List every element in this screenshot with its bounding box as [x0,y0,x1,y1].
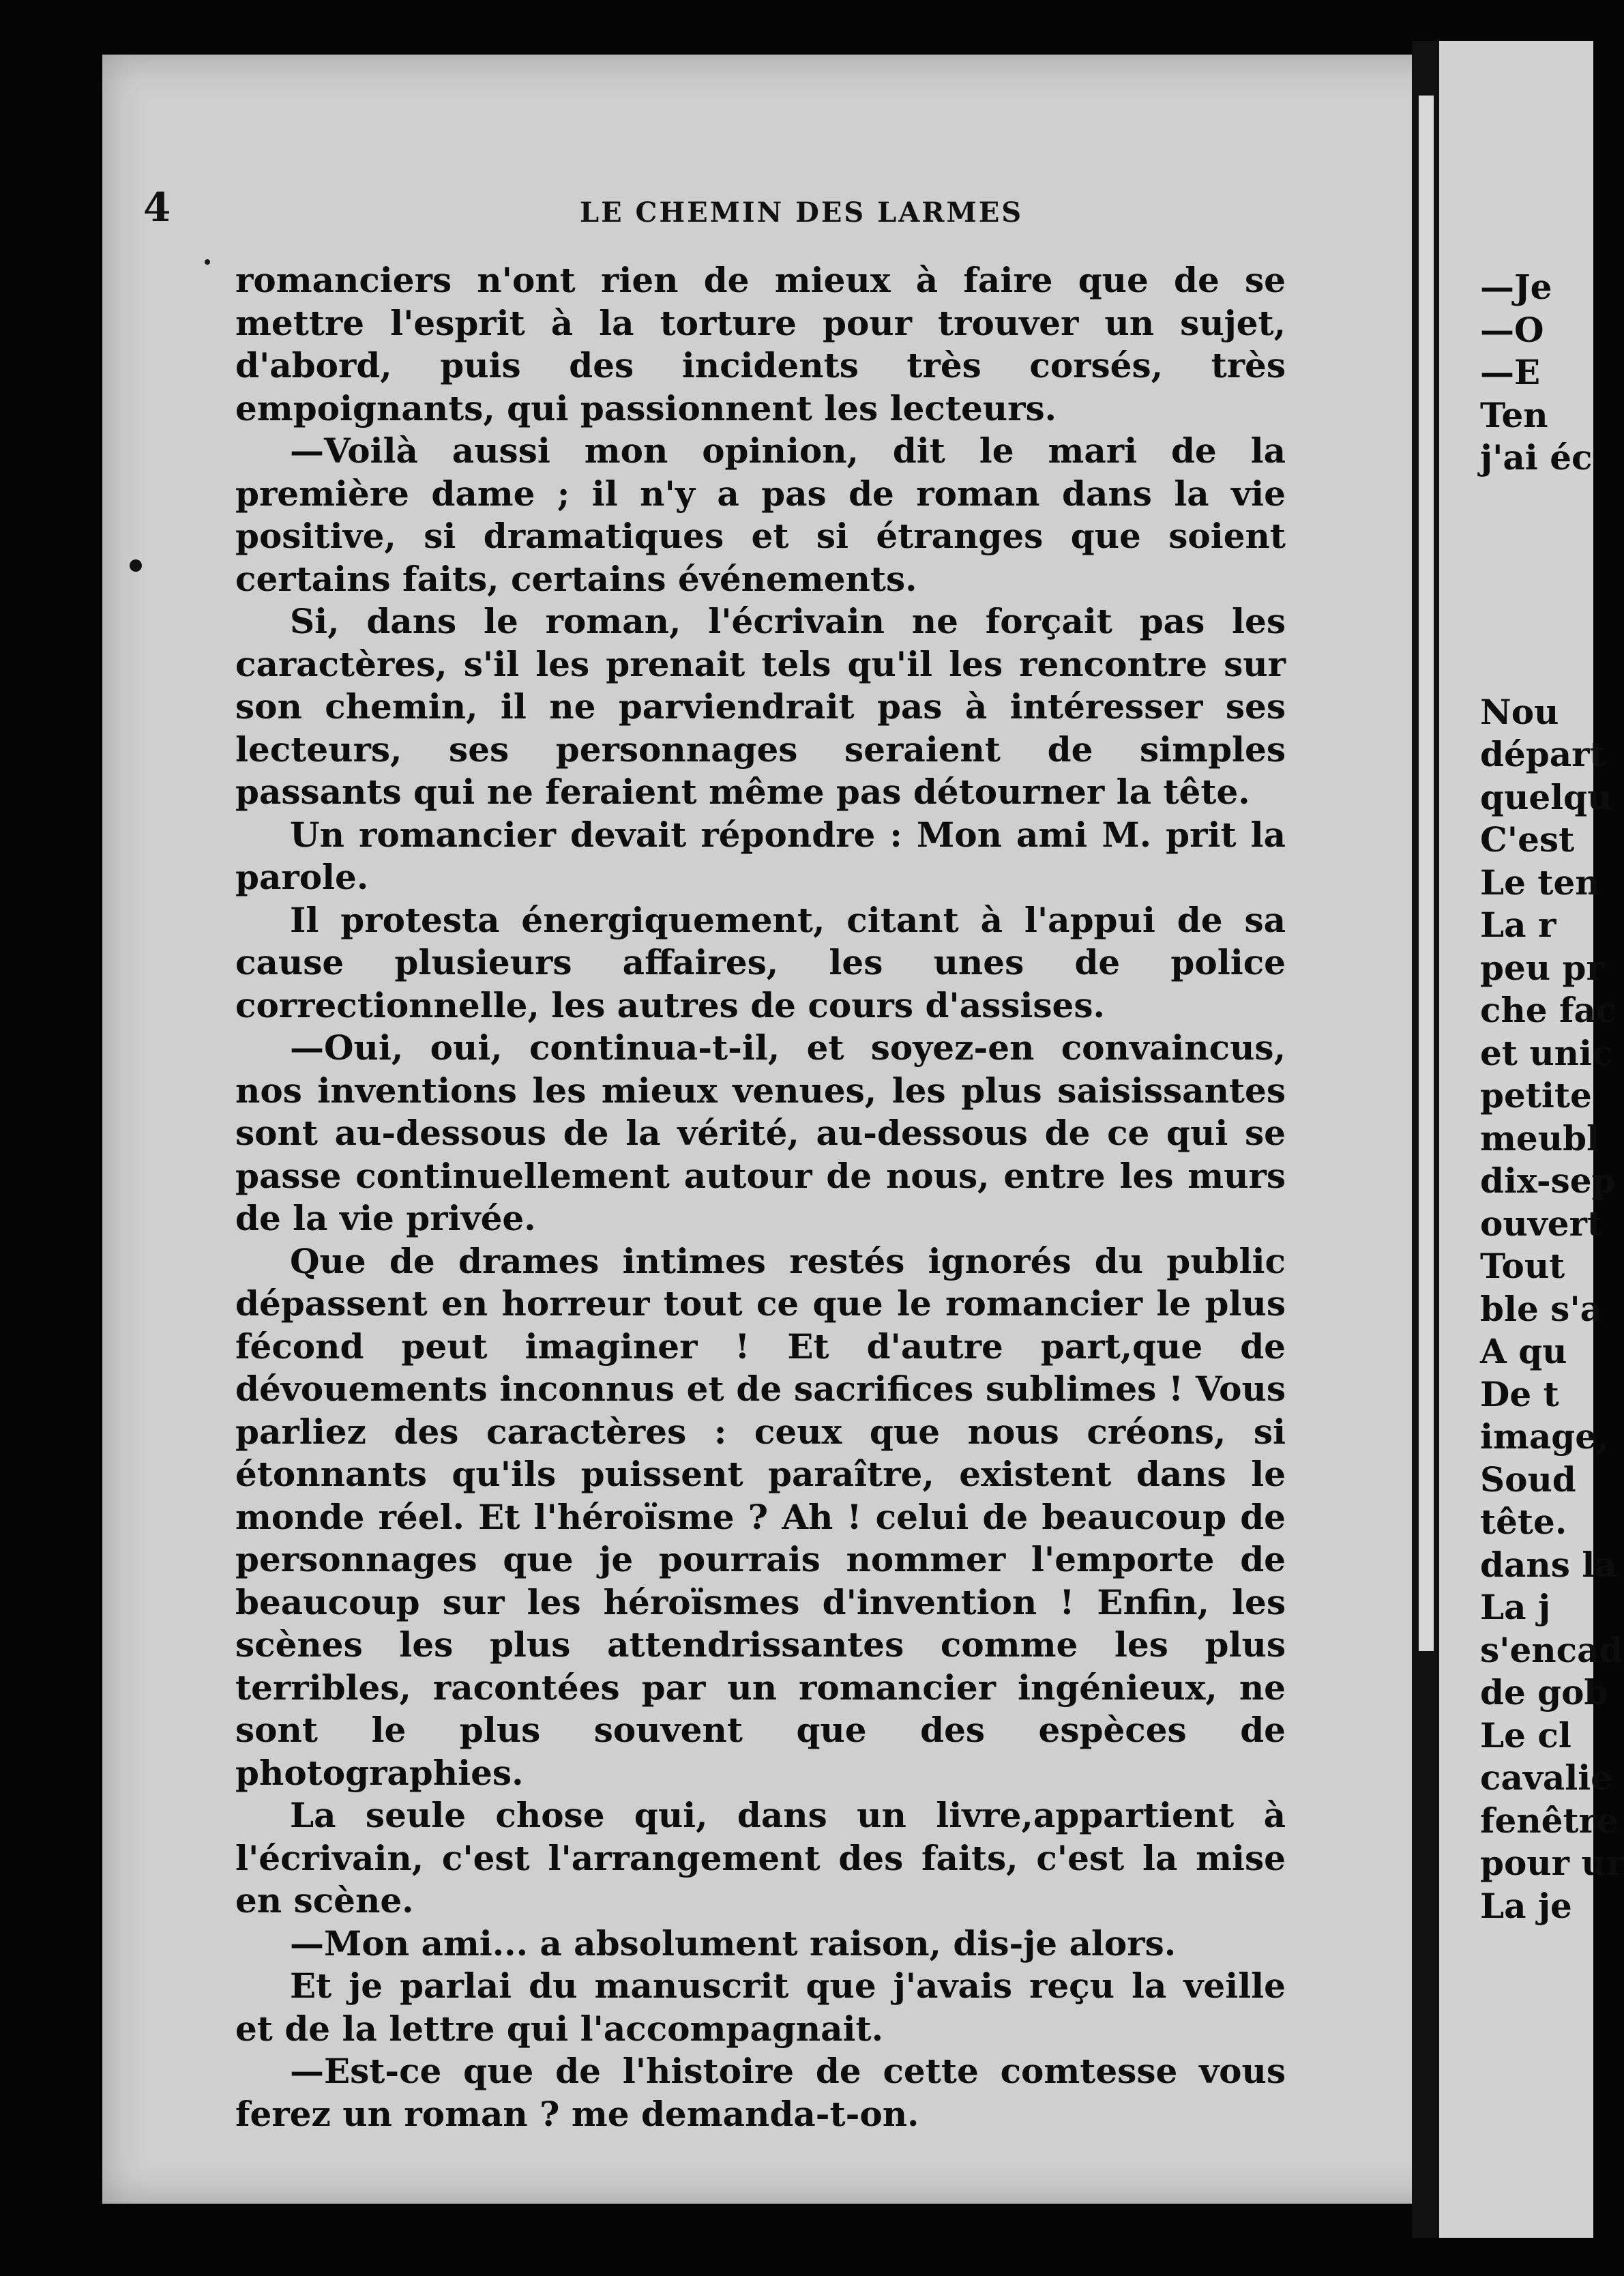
right-line: de gob [1480,1672,1608,1712]
right-line: De t [1480,1373,1559,1414]
right-gap [1480,480,1616,691]
right-line: Le ten [1480,862,1600,903]
right-line: ouvert [1480,1203,1604,1244]
right-line: tête. [1480,1502,1567,1542]
right-line: Tout [1480,1246,1565,1286]
right-line: meubl [1480,1118,1600,1158]
right-line: C'est [1480,819,1575,860]
right-line: départ [1480,734,1606,774]
paragraph: Il protesta énergiquement, citant à l'appui de sa cause plusieurs affaires, les unes de police correctionnelle, les autres de cours d'assises. [235,899,1286,1025]
paragraph: Et je parlai du manuscrit que j'avais reçu la veille et de la lettre qui l'accompagnait. [235,1966,1286,2049]
right-line: petite [1480,1075,1592,1115]
gutter-edge [1419,96,1434,1651]
body-text [235,259,1286,2135]
right-line: ble s'a [1480,1288,1603,1329]
right-line: A qu [1480,1331,1567,1371]
paragraph: —Est-ce que de l'histoire de cette comtesse vous ferez un roman ? me demanda-t-on. [235,2051,1286,2134]
right-line: Ten [1480,394,1548,435]
ink-speck [130,559,142,572]
paragraph: —Voilà aussi mon opinion, dit le mari de la première dame ; il n'y a pas de roman dans la vie positive, si dramatiques et si étranges que soient certains faits, certains événements. [235,431,1286,599]
paragraph: —Mon ami... a absolument raison, dis-je alors. [290,1923,1177,1964]
right-line: fenêtre [1480,1800,1619,1841]
right-line: La je [1480,1885,1572,1926]
right-line: —O [1480,309,1544,350]
paragraph: Si, dans le roman, l'écrivain ne forçait pas les caractères, s'il les prenait tels qu'il les rencontre sur son chemin, il ne parviendrait pas à intéresser ses lecteurs, ses personnages seraient de simples passants qui ne feraient même pas détourner la tête. [235,601,1286,812]
right-line: peu pr [1480,947,1604,988]
running-title: LE CHEMIN DES LARMES [580,196,1024,229]
paragraph: romanciers n'ont rien de mieux à faire que de se mettre l'esprit à la torture pour trouver un sujet, d'abord, puis des incidents très corsés, très empoignants, qui passionnent les lecteurs. [235,260,1286,428]
right-line: s'encad [1480,1629,1623,1670]
right-line: quelqu [1480,776,1612,817]
paragraph: —Oui, oui, continua-t-il, et soyez-en convaincus, nos inventions les mieux venues, les plus saisissantes sont au-dessous de la vérité, au-dessous de ce qui se passe continuellement autour de nous, entre les murs de la vie privée. [235,1027,1286,1238]
right-line: j'ai éc [1480,437,1593,478]
right-line: dix-sep [1480,1161,1616,1201]
right-line: che fac [1480,990,1617,1030]
ink-speck [205,259,210,265]
paragraph: La seule chose qui, dans un livre,appartient à l'écrivain, c'est l'arrangement des faits, c'est la mise en scène. [235,1795,1286,1921]
right-line: image, [1480,1416,1609,1457]
right-line: La r [1480,905,1556,945]
right-line: et unic [1480,1032,1613,1073]
right-line: cavalie [1480,1757,1613,1798]
right-page-text [1480,266,1624,1927]
right-line: La j [1480,1587,1551,1627]
right-line: dans la [1480,1544,1617,1585]
paragraph: Un romancier devait répondre : Mon ami M. prit la parole. [235,814,1286,897]
right-line: —Je [1480,267,1552,307]
right-line: Le cl [1480,1715,1571,1755]
page-number: 4 [143,184,171,231]
right-line: —E [1480,352,1541,392]
right-line: Nou [1480,691,1559,732]
right-line: Soud [1480,1459,1576,1500]
paragraph: Que de drames intimes restés ignorés du public dépassent en horreur tout ce que le romancier le plus fécond peut imaginer ! Et d'autre part,que de dévouements inconnus et de sacrifices sublimes ! Vous parliez des caractères : ceux que nous créons, si étonnants qu'ils puissent paraître, existent dans le monde réel. Et l'héroïsme ? Ah ! celui de beaucoup de personnages que je pourrais nommer l'emporte de beaucoup sur les héroïsmes d'invention ! Enfin, les scènes les plus attendrissantes comme les plus terribles, racontées par un romancier ingénieux, ne sont le plus souvent que des espèces de photographies. [235,1240,1286,1793]
right-line: pour ur [1480,1843,1624,1883]
